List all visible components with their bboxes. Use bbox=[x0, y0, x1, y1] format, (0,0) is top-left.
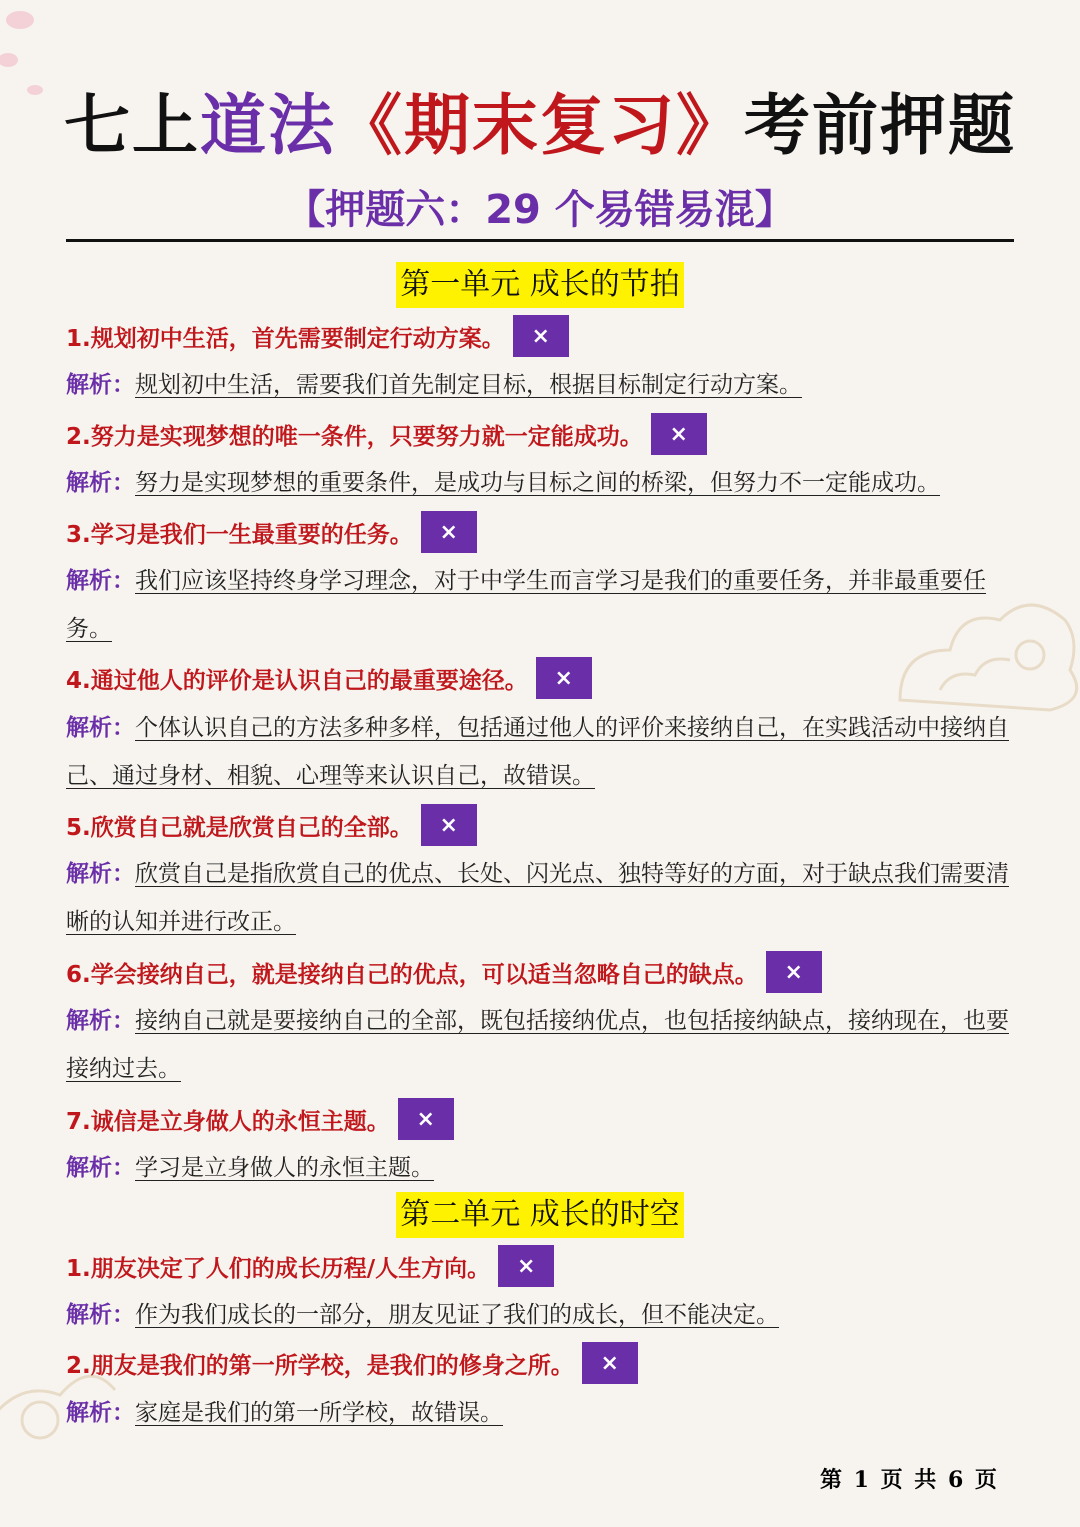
answer-item bbox=[66, 459, 1018, 507]
unit-heading bbox=[0, 262, 1080, 308]
answer-label: 解析： bbox=[66, 1400, 135, 1426]
answer-text: 个体认识自己的方法多种多样，包括通过他人的评价来接纳自己，在实践活动中接纳自己、通过身材、相貌、心理等来认识自己，故错误。 bbox=[66, 715, 1009, 789]
answer-label: 解析： bbox=[66, 861, 135, 887]
answer-item bbox=[66, 1389, 1018, 1437]
answer-item bbox=[66, 557, 1018, 653]
answer-text: 接纳自己就是要接纳自己的全部，既包括接纳优点，也包括接纳缺点，接纳现在，也要接纳过去。 bbox=[66, 1008, 1009, 1082]
answer-item bbox=[66, 704, 1018, 800]
answer-text: 努力是实现梦想的重要条件，是成功与目标之间的桥梁，但努力不一定能成功。 bbox=[135, 470, 940, 496]
answer-text: 学习是立身做人的永恒主题。 bbox=[135, 1155, 434, 1181]
page-number: 第 1 页 共 6 页 bbox=[820, 1467, 997, 1493]
unit-title: 第二单元 成长的时空 bbox=[396, 1192, 684, 1238]
question-text: 5.欣赏自己就是欣赏自己的全部。 bbox=[66, 814, 413, 841]
question-text: 2.朋友是我们的第一所学校，是我们的修身之所。 bbox=[66, 1352, 574, 1379]
wrong-mark-icon: × bbox=[421, 511, 477, 553]
question-text: 6.学会接纳自己，就是接纳自己的优点，可以适当忽略自己的缺点。 bbox=[66, 961, 758, 988]
answer-text: 作为我们成长的一部分，朋友见证了我们的成长，但不能决定。 bbox=[135, 1302, 779, 1328]
question-item bbox=[66, 656, 592, 700]
answer-text: 家庭是我们的第一所学校，故错误。 bbox=[135, 1400, 503, 1426]
question-text: 7.诚信是立身做人的永恒主题。 bbox=[66, 1108, 390, 1135]
answer-text: 欣赏自己是指欣赏自己的优点、长处、闪光点、独特等好的方面，对于缺点我们需要清晰的认知并进行改正。 bbox=[66, 861, 1009, 935]
unit-heading bbox=[0, 1192, 1080, 1238]
page-subtitle: 【押题六：29 个易错易混】 bbox=[285, 187, 795, 233]
answer-item bbox=[66, 1144, 1018, 1192]
page-title bbox=[0, 84, 1080, 168]
question-text: 2.努力是实现梦想的唯一条件，只要努力就一定能成功。 bbox=[66, 423, 643, 450]
question-text: 4.通过他人的评价是认识自己的最重要途径。 bbox=[66, 667, 528, 694]
answer-label: 解析： bbox=[66, 1008, 135, 1034]
question-item bbox=[66, 412, 707, 456]
answer-item bbox=[66, 997, 1018, 1093]
question-text: 3.学习是我们一生最重要的任务。 bbox=[66, 521, 413, 548]
wrong-mark-icon: × bbox=[651, 413, 707, 455]
wrong-mark-icon: × bbox=[582, 1342, 638, 1384]
answer-text: 规划初中生活，需要我们首先制定目标，根据目标制定行动方案。 bbox=[135, 372, 802, 398]
answer-item bbox=[66, 361, 1018, 409]
question-item bbox=[66, 950, 822, 994]
wrong-mark-icon: × bbox=[513, 315, 569, 357]
wrong-mark-icon: × bbox=[498, 1245, 554, 1287]
answer-label: 解析： bbox=[66, 1155, 135, 1181]
question-text: 1.规划初中生活，首先需要制定行动方案。 bbox=[66, 325, 505, 352]
question-item bbox=[66, 510, 477, 554]
answer-item bbox=[66, 1291, 1018, 1339]
answer-label: 解析： bbox=[66, 470, 135, 496]
answer-label: 解析： bbox=[66, 1302, 135, 1328]
title-part-1: 七上 bbox=[64, 87, 200, 164]
answer-item bbox=[66, 850, 1018, 946]
answer-label: 解析： bbox=[66, 568, 135, 594]
unit-title: 第一单元 成长的节拍 bbox=[396, 262, 684, 308]
answer-text: 我们应该坚持终身学习理念，对于中学生而言学习是我们的重要任务，并非最重要任务。 bbox=[66, 568, 986, 642]
wrong-mark-icon: × bbox=[398, 1098, 454, 1140]
wrong-mark-icon: × bbox=[766, 951, 822, 993]
question-item bbox=[66, 1097, 454, 1141]
question-text: 1.朋友决定了人们的成长历程/人生方向。 bbox=[66, 1255, 491, 1282]
wrong-mark-icon: × bbox=[421, 804, 477, 846]
question-item bbox=[66, 1244, 554, 1288]
title-part-4: 考前押题 bbox=[744, 87, 1016, 164]
question-item bbox=[66, 314, 569, 358]
answer-label: 解析： bbox=[66, 715, 135, 741]
question-item bbox=[66, 1341, 638, 1385]
answer-label: 解析： bbox=[66, 372, 135, 398]
title-part-2: 道法 bbox=[200, 87, 336, 164]
question-item bbox=[66, 803, 477, 847]
title-part-3: 《期末复习》 bbox=[336, 87, 744, 164]
title-divider bbox=[66, 239, 1014, 242]
wrong-mark-icon: × bbox=[536, 657, 592, 699]
